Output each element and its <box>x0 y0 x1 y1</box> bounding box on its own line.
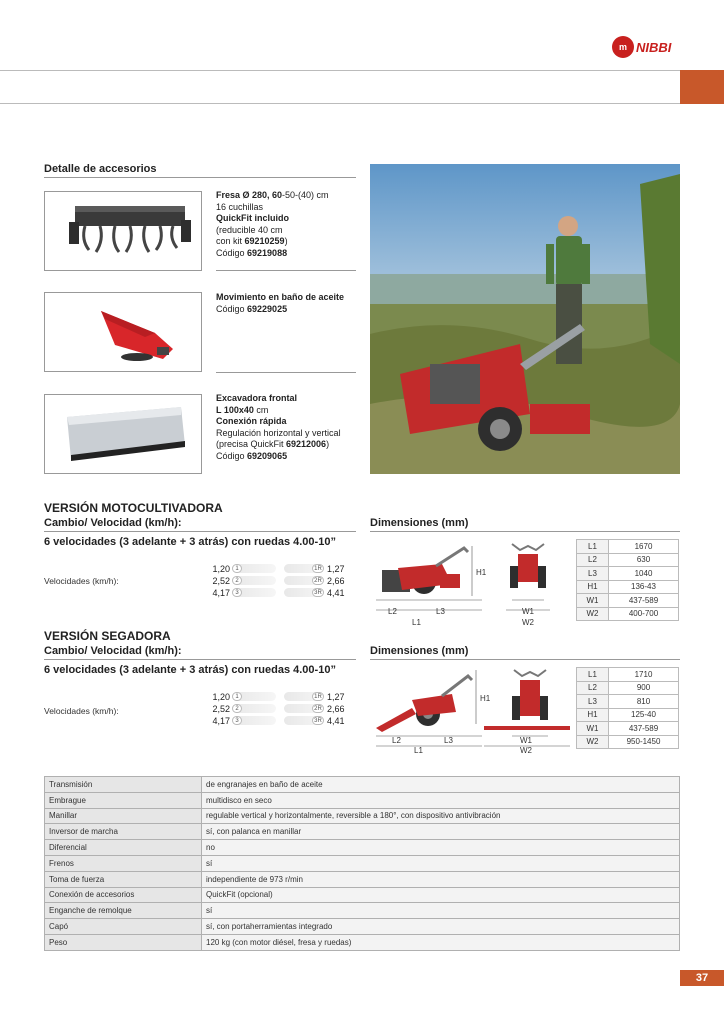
table-row: Enganche de remolque sí <box>45 903 680 919</box>
dims-row: H1 136-43 <box>577 580 679 594</box>
accessory-gearbox-text: Movimiento en baño de aceite Código 69229025 <box>216 292 345 314</box>
version1-gears: 6 velocidades (3 adelante + 3 atrás) con ruedas 4.00-10” <box>44 536 336 548</box>
gear-badge: 3 <box>232 588 242 597</box>
dims-row: H1 125-40 <box>577 708 679 722</box>
table-row: Capó sí, con portaherramientas integrado <box>45 919 680 935</box>
dims-row: W1 437-589 <box>577 594 679 608</box>
accessory-separator <box>216 372 356 373</box>
speed-value: 2,52 <box>212 703 230 714</box>
dims-row: L1 1710 <box>577 668 679 682</box>
version2-dims-table <box>576 667 679 749</box>
gear-badge: 3 <box>232 716 242 725</box>
accessory-blade-text: Excavadora frontal L 100x40 cm Conexión rápida Regulación horizontal y vertical (precisa QuickFit 69212006) Código 69209065 <box>216 393 341 461</box>
header-rule-top <box>0 70 724 71</box>
speed-value: 4,17 <box>212 715 230 726</box>
dims-row: L3 810 <box>577 695 679 709</box>
version1-speed-label: Velocidades (km/h): <box>44 576 119 586</box>
version1-dims-rule <box>370 531 680 532</box>
version2-subtitle: Cambio/ Velocidad (km/h): <box>44 645 182 657</box>
gear-badge: 2 <box>232 576 242 585</box>
product-photo <box>370 164 680 474</box>
dims-row: L1 1670 <box>577 540 679 554</box>
diagram-label-l2: L2 <box>392 736 401 745</box>
table-row: Inversor de marcha sí, con palanca en manillar <box>45 824 680 840</box>
table-row: Manillar regulable vertical y horizontalmente, reversible a 180°, con dispositivo antivibración <box>45 808 680 824</box>
version1-speeds <box>200 563 360 598</box>
diagram-label-w1: W1 <box>520 736 532 745</box>
version2-speeds <box>200 691 360 726</box>
speed-value: 1,20 <box>212 563 230 574</box>
diagram-label-w1: W1 <box>522 607 534 616</box>
dims-row: W2 400-700 <box>577 607 679 621</box>
speed-value: 1,20 <box>212 691 230 702</box>
version2-dims-title: Dimensiones (mm) <box>370 645 469 657</box>
table-row: Transmisión de engranajes en baño de aceite <box>45 777 680 793</box>
dims-row: L3 1040 <box>577 567 679 581</box>
version2-speed-label: Velocidades (km/h): <box>44 706 119 716</box>
dims-row: L2 900 <box>577 681 679 695</box>
diagram-label-l3: L3 <box>436 607 445 616</box>
version2-dims-rule <box>370 659 680 660</box>
speed-value: 2,66 <box>327 703 345 714</box>
diagram-label-l3: L3 <box>444 736 453 745</box>
version1-rule <box>44 531 356 532</box>
accessories-title-rule <box>44 177 356 178</box>
header-rule-bottom <box>0 103 680 104</box>
version2-gears: 6 velocidades (3 adelante + 3 atrás) con ruedas 4.00-10” <box>44 664 336 676</box>
specifications-table <box>44 776 680 951</box>
logo-mark: m <box>612 36 634 58</box>
dims-row: L2 630 <box>577 553 679 567</box>
header-accent-block <box>680 70 724 104</box>
brand-logo <box>612 36 671 58</box>
gear-badge: 3R <box>312 588 324 597</box>
diagram-label-h1: H1 <box>476 568 487 577</box>
gear-badge: 2R <box>312 576 324 585</box>
table-row: Conexión de accesorios QuickFit (opcional) <box>45 887 680 903</box>
gear-badge: 1 <box>232 692 242 701</box>
speed-value: 4,41 <box>327 715 345 726</box>
version2-dimension-diagram <box>372 664 572 756</box>
accessory-tiller-image <box>44 191 202 271</box>
diagram-label-h1: H1 <box>480 694 491 703</box>
table-row: Peso 120 kg (con motor diésel, fresa y ruedas) <box>45 934 680 950</box>
version1-dims-title: Dimensiones (mm) <box>370 517 469 529</box>
dims-row: W1 437-589 <box>577 722 679 736</box>
accessory-tiller-text: Fresa Ø 280, 60-50-(40) cm 16 cuchillas QuickFit incluido (reducible 40 cm con kit 69210259) Código 69219088 <box>216 190 329 258</box>
accessories-title: Detalle de accesorios <box>44 163 157 175</box>
speed-value: 2,66 <box>327 575 345 586</box>
table-row: Embrague multidisco en seco <box>45 792 680 808</box>
version1-subtitle: Cambio/ Velocidad (km/h): <box>44 517 182 529</box>
accessory-blade-image <box>44 394 202 474</box>
dims-row: W2 950-1450 <box>577 735 679 749</box>
gear-badge: 1R <box>312 564 324 573</box>
gear-badge: 2 <box>232 704 242 713</box>
gear-badge: 2R <box>312 704 324 713</box>
version2-rule <box>44 659 356 660</box>
gear-badge: 3R <box>312 716 324 725</box>
logo-text: NIBBI <box>636 39 672 55</box>
speed-value: 4,41 <box>327 587 345 598</box>
version1-dims-table <box>576 539 679 621</box>
version1-title: VERSIÓN MOTOCULTIVADORA <box>44 501 223 515</box>
gear-badge: 1R <box>312 692 324 701</box>
accessory-gearbox-image <box>44 292 202 372</box>
diagram-label-l1: L1 <box>412 618 421 627</box>
speed-value: 2,52 <box>212 575 230 586</box>
table-row: Frenos sí <box>45 855 680 871</box>
diagram-label-w2: W2 <box>520 746 532 755</box>
speed-value: 4,17 <box>212 587 230 598</box>
accessory-separator <box>216 270 356 271</box>
diagram-label-w2: W2 <box>522 618 534 627</box>
table-row: Diferencial no <box>45 840 680 856</box>
diagram-label-l1: L1 <box>414 746 423 755</box>
speed-value: 1,27 <box>327 691 345 702</box>
version1-dimension-diagram <box>372 538 572 630</box>
diagram-label-l2: L2 <box>388 607 397 616</box>
gear-badge: 1 <box>232 564 242 573</box>
table-row: Toma de fuerza independiente de 973 r/min <box>45 871 680 887</box>
speed-value: 1,27 <box>327 563 345 574</box>
version2-title: VERSIÓN SEGADORA <box>44 629 171 643</box>
page-number: 37 <box>680 970 724 986</box>
